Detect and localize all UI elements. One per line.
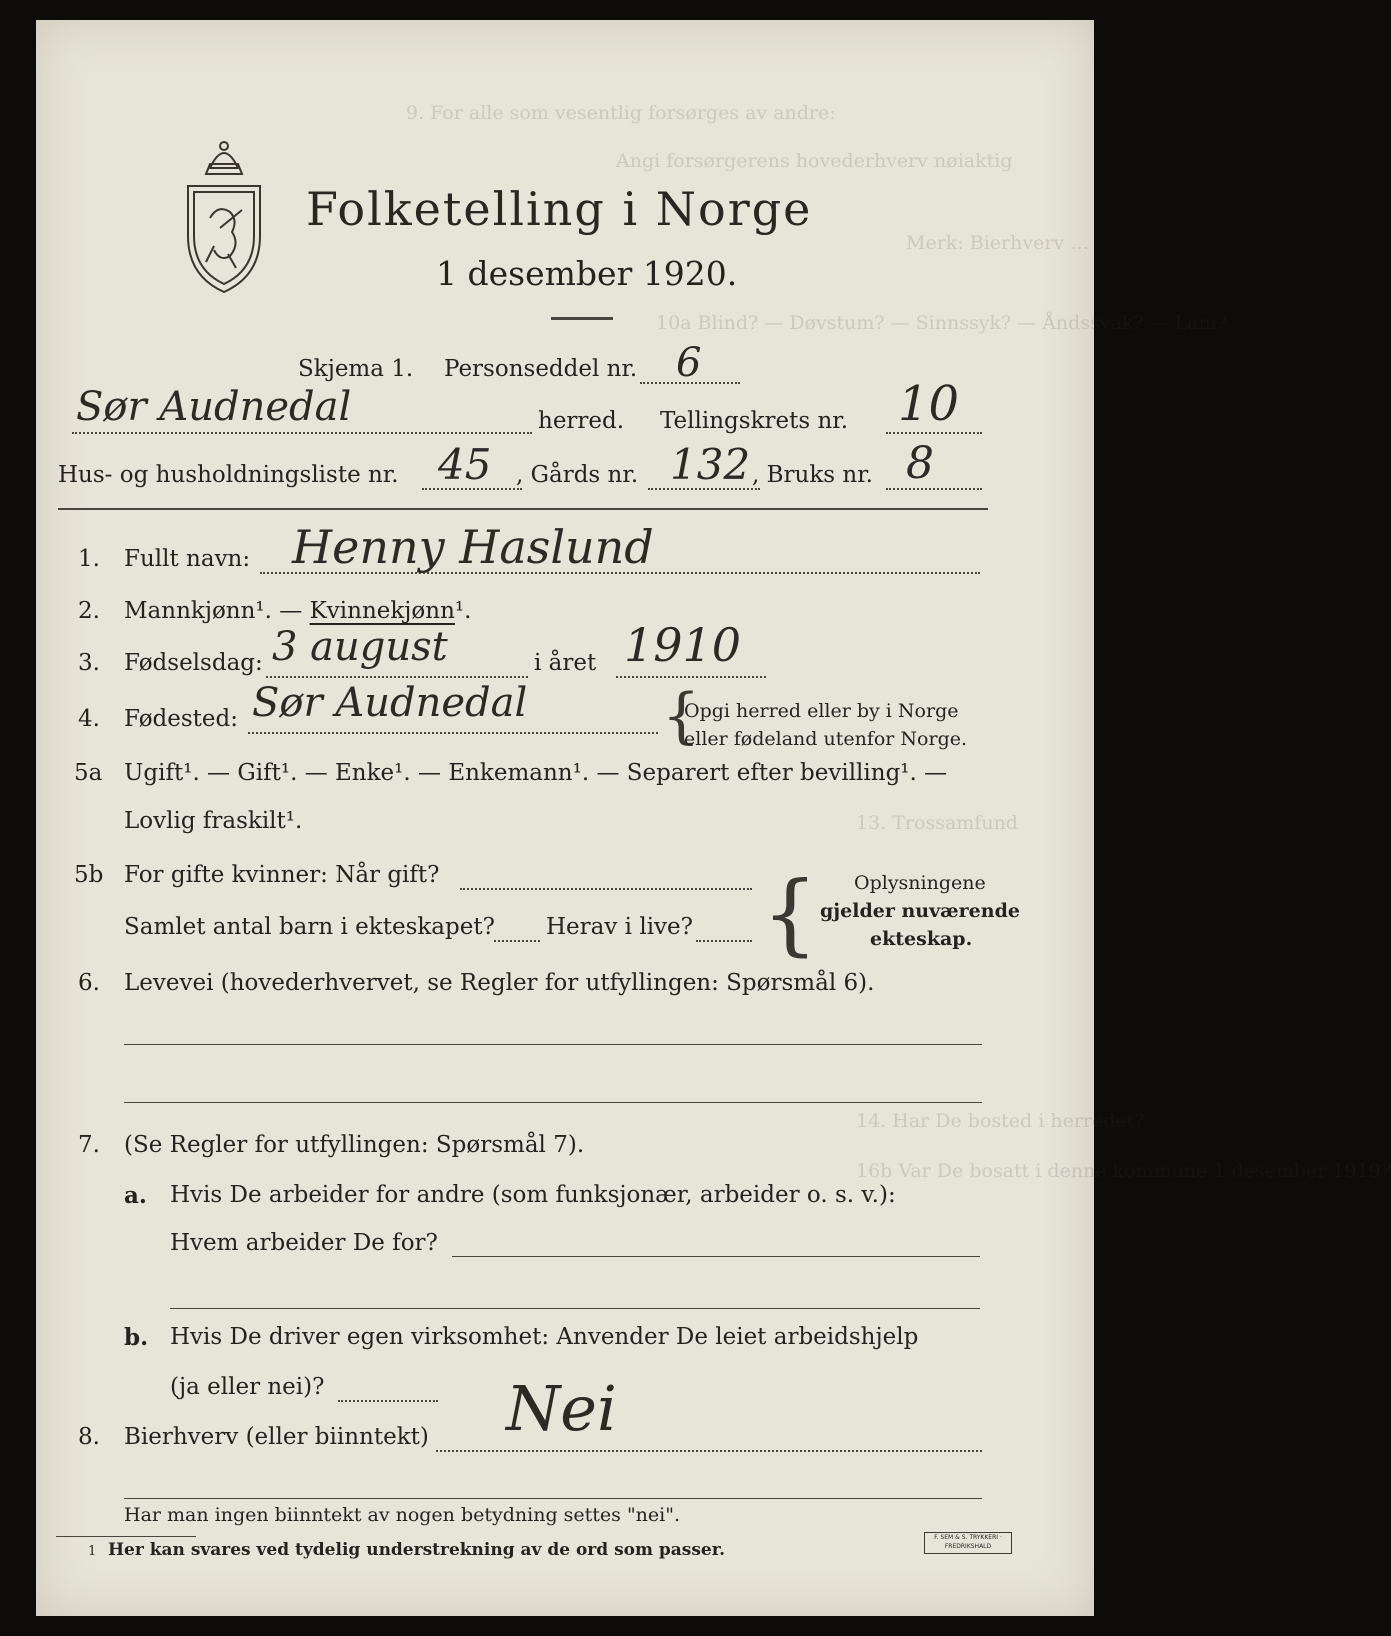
- q8-label: Bierhverv (eller biinntekt): [124, 1424, 429, 1450]
- q6-field-line-1[interactable]: [124, 1044, 982, 1045]
- q5b-number: 5b: [74, 862, 104, 888]
- bruks-value[interactable]: 8: [906, 438, 934, 489]
- q5b-when-married-field[interactable]: [460, 888, 752, 890]
- option-mannkjonn[interactable]: Mannkjønn¹. —: [124, 598, 310, 624]
- birth-date-value[interactable]: 3 august: [272, 624, 448, 670]
- q6-field-line-2[interactable]: [124, 1102, 982, 1103]
- q7b-label-2: (ja eller nei)?: [170, 1374, 325, 1400]
- option-kvinnekjonn-selected[interactable]: Kvinnekjønn: [309, 598, 455, 624]
- q2-number: 2.: [78, 598, 100, 624]
- q1-number: 1.: [78, 546, 100, 572]
- q7a-letter: a.: [124, 1182, 147, 1209]
- q4-note-line1: Opgi herred eller by i Norge: [684, 700, 959, 722]
- q7a-employer-label: Hvem arbeider De for?: [170, 1230, 438, 1256]
- q1-label: Fullt navn:: [124, 546, 251, 572]
- gards-value[interactable]: 132: [670, 440, 751, 489]
- q5a-marital-options-2[interactable]: Lovlig fraskilt¹.: [124, 808, 303, 834]
- q3-number: 3.: [78, 650, 100, 676]
- q7-number: 7.: [78, 1132, 100, 1158]
- coat-of-arms-icon: [180, 134, 268, 296]
- q5a-number: 5a: [74, 760, 103, 786]
- q5b-alive-field[interactable]: [696, 940, 752, 942]
- bleed-text: 13. Trossamfund: [856, 812, 1018, 834]
- q3-year-label: i året: [534, 650, 597, 676]
- bleed-text: 9. For alle som vesentlig forsørges av andre:: [406, 102, 836, 124]
- q4-note-line2: eller fødeland utenfor Norge.: [684, 728, 968, 750]
- footnote-ref: ¹.: [454, 598, 472, 624]
- q5b-note-line2: gjelder nuværende: [820, 900, 1020, 922]
- footnote-rule: [56, 1536, 196, 1537]
- header-rule: [58, 508, 988, 510]
- q4-number: 4.: [78, 706, 100, 732]
- census-date: 1 desember 1920.: [436, 254, 738, 293]
- q4-field-line: [248, 732, 658, 734]
- q6-occupation-label: Levevei (hovederhvervet, se Regler for utfyllingen: Spørsmål 6).: [124, 970, 875, 996]
- q8-number: 8.: [78, 1424, 100, 1450]
- form-title: Folketelling i Norge: [306, 182, 813, 236]
- q3-year-field-line: [616, 676, 766, 678]
- brace-icon: {: [762, 862, 818, 965]
- title-divider: [551, 317, 613, 320]
- bleed-text: 10a Blind? — Døvstum? — Sinnssyk? — Åndssvak? — Lam?: [656, 312, 1227, 334]
- q8-field-line: [436, 1450, 982, 1452]
- q5b-alive-label: Herav i live?: [546, 914, 693, 940]
- herred-label: herred.: [538, 408, 625, 434]
- q7b-field-line[interactable]: [338, 1400, 438, 1402]
- q2-sex-options: [124, 598, 471, 624]
- census-form-page: [36, 20, 1391, 1616]
- birth-year-value[interactable]: 1910: [624, 618, 742, 672]
- bleed-text: 14. Har De bosted i herredet?: [856, 1110, 1145, 1132]
- tellingskrets-field-line: [886, 432, 982, 434]
- q5b-children-field[interactable]: [494, 940, 540, 942]
- bleed-text: Angi forsørgerens hovederhverv nøiaktig: [616, 150, 1013, 172]
- tellingskrets-label: Tellingskrets nr.: [660, 408, 849, 434]
- q5b-children-label: Samlet antal barn i ekteskapet?: [124, 914, 495, 940]
- footnote-mark: 1: [88, 1544, 97, 1559]
- skjema-label: Skjema 1.: [298, 356, 414, 382]
- brace-icon: {: [662, 681, 701, 751]
- q7a-field-line-1[interactable]: [452, 1256, 980, 1257]
- birthplace-value[interactable]: Sør Audnedal: [252, 680, 528, 726]
- q4-label: Fødested:: [124, 706, 239, 732]
- biinntekt-note: Har man ingen biinntekt av nogen betydning settes "nei".: [124, 1504, 681, 1526]
- q7a-label: Hvis De arbeider for andre (som funksjonær, arbeider o. s. v.):: [170, 1182, 896, 1208]
- hus-value[interactable]: 45: [438, 440, 492, 489]
- q6-number: 6.: [78, 970, 100, 996]
- q7-label: (Se Regler for utfyllingen: Spørsmål 7).: [124, 1132, 585, 1158]
- q8-field-line-2[interactable]: [124, 1498, 982, 1499]
- q5b-note-line3: ekteskap.: [870, 928, 973, 950]
- personseddel-value[interactable]: 6: [676, 340, 702, 386]
- herred-field-line: [72, 432, 532, 434]
- q5b-when-married-label: For gifte kvinner: Når gift?: [124, 862, 440, 888]
- q3-day-field-line: [266, 676, 528, 678]
- side-income-value[interactable]: Nei: [506, 1372, 617, 1445]
- q5b-note-line1: Oplysningene: [854, 872, 986, 894]
- personseddel-label: Personseddel nr.: [444, 356, 638, 382]
- footnote-text: Her kan svares ved tydelig understrekning av de ord som passer.: [108, 1540, 726, 1560]
- full-name-value[interactable]: Henny Haslund: [292, 520, 654, 574]
- q7b-letter: b.: [124, 1324, 149, 1351]
- q7b-label: Hvis De driver egen virksomhet: Anvender De leiet arbeidshjelp: [170, 1324, 919, 1350]
- bruks-label: , Bruks nr.: [752, 462, 873, 488]
- printer-mark-logo: [924, 1532, 1012, 1554]
- q3-label: Fødselsdag:: [124, 650, 263, 676]
- hus-label: Hus- og husholdningsliste nr.: [58, 462, 399, 488]
- bruks-field-line: [886, 488, 982, 490]
- herred-value[interactable]: Sør Audnedal: [76, 384, 352, 430]
- printer-mark-text: F. SEM & S. TRYKKERI · FREDRIKSHALD: [934, 1534, 1002, 1550]
- tellingskrets-value[interactable]: 10: [898, 376, 960, 432]
- q7a-field-line-2[interactable]: [170, 1308, 980, 1309]
- bleed-text: Merk: Bierhverv …: [906, 232, 1090, 254]
- bleed-text: 16b Var De bosatt i denne kommune 1 desember 1919?: [856, 1160, 1391, 1182]
- q5a-marital-options[interactable]: Ugift¹. — Gift¹. — Enke¹. — Enkemann¹. — Separert efter bevilling¹. —: [124, 760, 948, 786]
- gards-label: , Gårds nr.: [516, 462, 639, 488]
